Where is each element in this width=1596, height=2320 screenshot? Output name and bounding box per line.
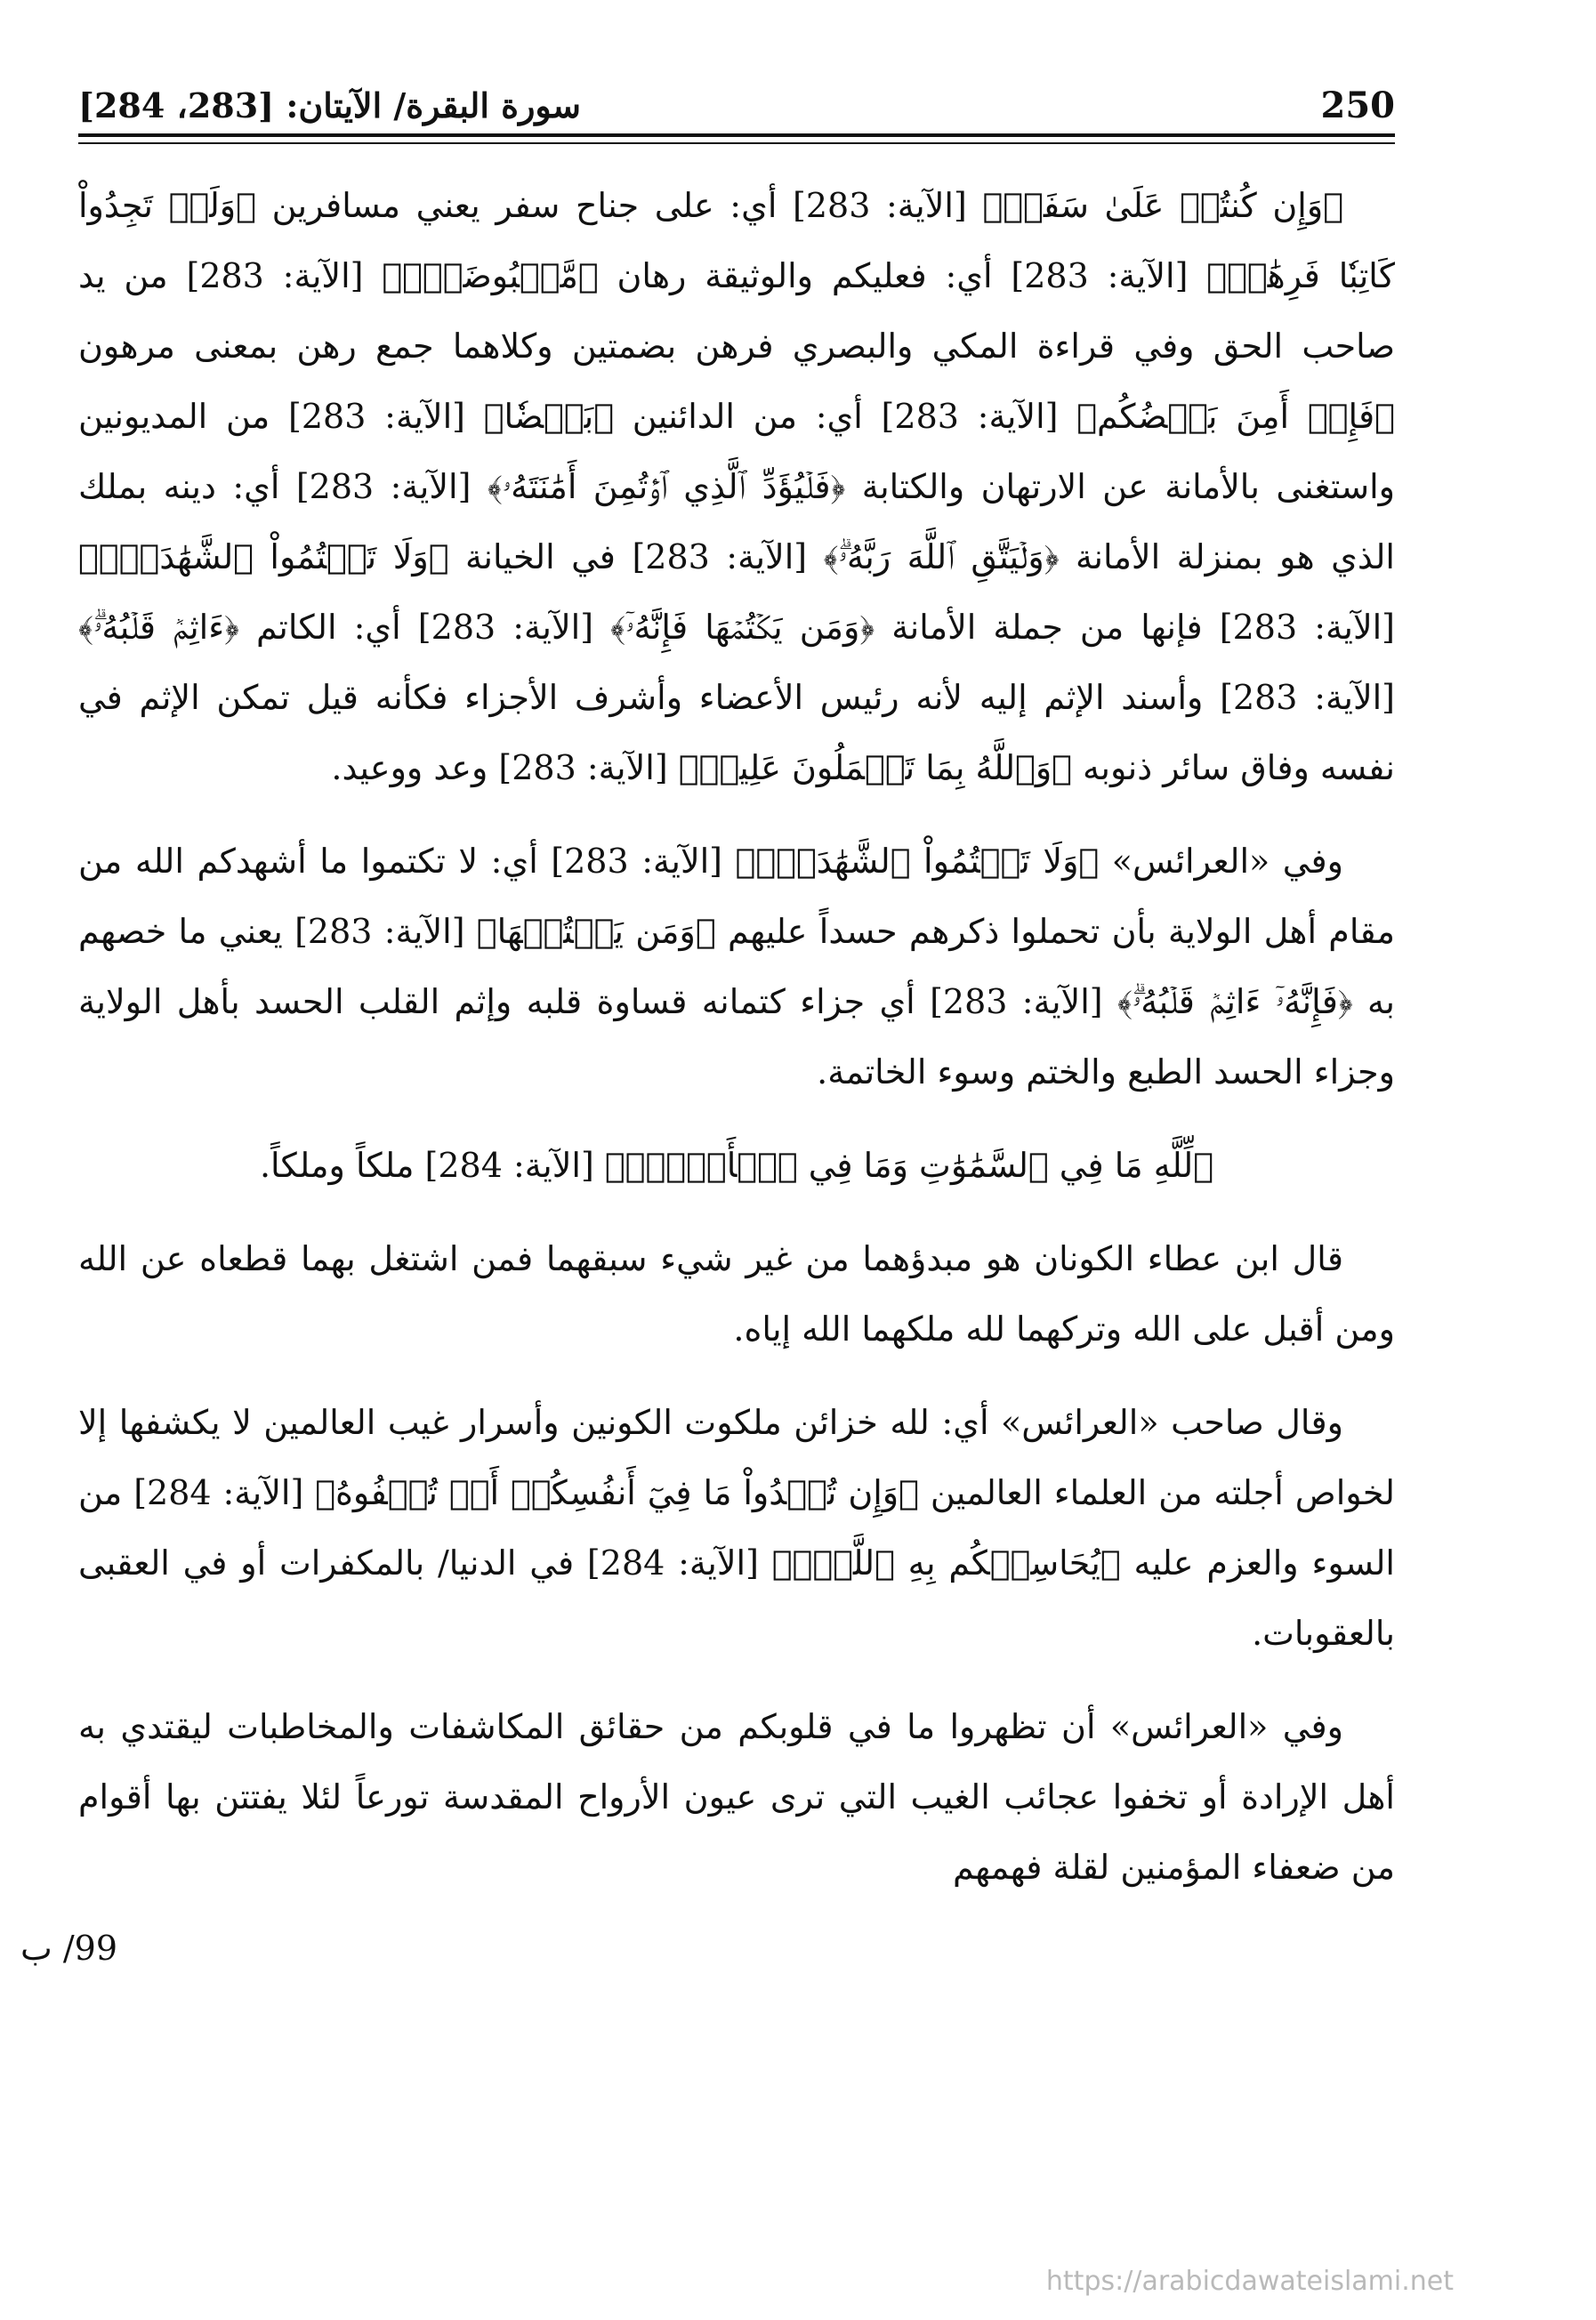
header-rule-thick bbox=[78, 133, 1395, 137]
paragraph-sahib-araes: وقال صاحب «العرائس» أي: لله خزائن ملكوت الكونين وأسرار غيب العالمين لا يكشفها إلا لخواص أجلته من العلماء العالمين ﴿وَإِن تُبۡدُواْ مَا فِيٓ أَنفُسِكُمۡ أَوۡ تُخۡفُوهُ﴾ [الآية: 284] من السوء والعزم عليه ﴿يُحَاسِبۡكُم بِهِ ٱللَّهُۖ﴾ [الآية: 284] في الدنيا/ بالمكفرات أو في العقبى بالعقوبات. bbox=[78, 1403, 1395, 1653]
paragraph-ibn-ata: قال ابن عطاء الكونان هو مبدؤهما من غير شيء سبقهما فمن اشتغل بهما قطعاه عن الله ومن أقبل على الله وتركهما لله ملكهما الله إياه. bbox=[78, 1239, 1395, 1349]
body-text bbox=[78, 171, 1395, 1903]
paragraph-araes-283: وفي «العرائس» ﴿وَلَا تَكۡتُمُواْ ٱلشَّهَٰدَةَۚ﴾ [الآية: 283] أي: لا تكتموا ما أشهدكم الله من مقام أهل الولاية بأن تحملوا ذكرهم حسداً عليهم ﴿وَمَن يَكۡتُمۡهَا﴾ [الآية: 283] يعني ما خصهم به ﴿فَإِنَّهُۥٓ ءَاثِمٞ قَلۡبُهُۥۗ﴾ [الآية: 283] أي جزاء كتمانه قساوة قلبه وإثم القلب الحسد بأهل الولاية وجزاء الحسد الطبع والختم وسوء الخاتمة. bbox=[78, 842, 1395, 1092]
header-rule-thin bbox=[78, 142, 1395, 144]
manuscript-folio-note: 99/ ب bbox=[20, 1929, 117, 1968]
paragraph-commentary-283: ﴿وَإِن كُنتُمۡ عَلَىٰ سَفَرٖ﴾ [الآية: 283] أي: على جناح سفر يعني مسافرين ﴿وَلَمۡ تَجِدُواْ كَاتِبٗا فَرِهَٰنٞ﴾ [الآية: 283] أي: فعليكم والوثيقة رهان ﴿مَّقۡبُوضَةٞۖ﴾ [الآية: 283] من يد صاحب الحق وفي قراءة المكي والبصري فرهن بضمتين وكلاهما جمع رهن بمعنى مرهون ﴿فَإِنۡ أَمِنَ بَعۡضُكُم﴾ [الآية: 283] أي: من الدائنين ﴿بَعۡضٗا﴾ [الآية: 283] من المديونين واستغنى بالأمانة عن الارتهان والكتابة ﴿فَلۡيُؤَدِّ ٱلَّذِي ٱؤۡتُمِنَ أَمَٰنَتَهُۥ﴾ [الآية: 283] أي: دينه بملك الذي هو بمنزلة الأمانة ﴿وَلۡيَتَّقِ ٱللَّهَ رَبَّهُۥۗ﴾ [الآية: 283] في الخيانة ﴿وَلَا تَكۡتُمُواْ ٱلشَّهَٰدَةَۚ﴾ [الآية: 283] فإنها من جملة الأمانة ﴿وَمَن يَكۡتُمۡهَا فَإِنَّهُۥٓ﴾ [الآية: 283] أي: الكاتم ﴿ءَاثِمٞ قَلۡبُهُۥۗ﴾ [الآية: 283] وأسند الإثم إليه لأنه رئيس الأعضاء وأشرف الأجزاء فكأنه قيل تمكن الإثم في نفسه وفاق سائر ذنوبه ﴿وَٱللَّهُ بِمَا تَعۡمَلُونَ عَلِيمٞ﴾ [الآية: 283] وعد ووعيد. bbox=[78, 186, 1396, 787]
running-head: سورة البقرة/ الآيتان: [283، 284] bbox=[78, 85, 581, 125]
source-watermark: https://arabicdawateislami.net bbox=[1045, 2266, 1454, 2297]
paragraph-verse-284: ﴿لِّلَّهِ مَا فِي ٱلسَّمَٰوَٰتِ وَمَا فِي ٱلۡأَرۡضِۗ﴾ [الآية: 284] ملكاً وملكاً. bbox=[259, 1146, 1214, 1185]
paragraph-araes-284: وفي «العرائس» أن تظهروا ما في قلوبكم من حقائق المكاشفات والمخاطبات ليقتدي به أهل الإرادة أو تخفوا عجائب الغيب التي ترى عيون الأرواح المقدسة تورعاً لئلا يفتتن بها أقوام من ضعفاء المؤمنين لقلة فهمهم bbox=[78, 1707, 1395, 1887]
page-header bbox=[78, 77, 1395, 139]
page-number: 250 bbox=[1320, 85, 1395, 126]
